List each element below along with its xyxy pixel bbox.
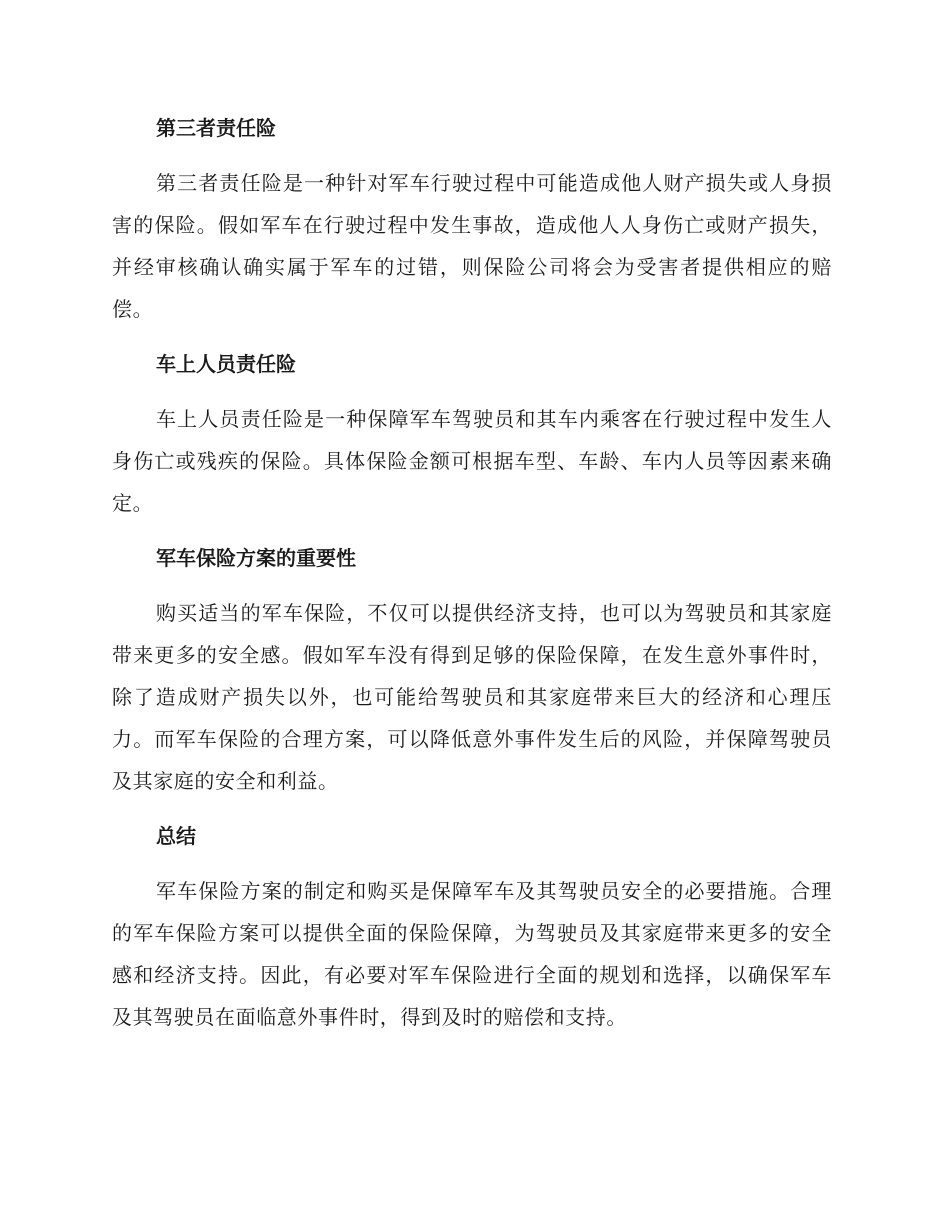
section-summary xyxy=(112,816,832,1038)
section-heading: 车上人员责任险 xyxy=(156,352,296,376)
section-paragraph: 第三者责任险是一种针对军车行驶过程中可能造成他人财产损失或人身损害的保险。假如军车在行驶过程中发生事故，造成他人人身伤亡或财产损失，并经审核确认确实属于军车的过错，则保险公司将会为受害者提供相应的赔偿。 xyxy=(112,171,832,321)
section-paragraph: 购买适当的军车保险，不仅可以提供经济支持，也可以为驾驶员和其家庭带来更多的安全感。假如军车没有得到足够的保险保障，在发生意外事件时，除了造成财产损失以外，也可能给驾驶员和其家庭带来巨大的经济和心理压力。而军车保险的合理方案，可以降低意外事件发生后的风险，并保障驾驶员及其家庭的安全和利益。 xyxy=(112,601,832,793)
section-heading: 军车保险方案的重要性 xyxy=(156,546,356,570)
section-paragraph: 军车保险方案的制定和购买是保障军车及其驾驶员安全的必要措施。合理的军车保险方案可以提供全面的保险保障，为驾驶员及其家庭带来更多的安全感和经济支持。因此，有必要对军车保险进行全面的规划和选择，以确保军车及其驾驶员在面临意外事件时，得到及时的赔偿和支持。 xyxy=(112,879,832,1029)
section-heading: 总结 xyxy=(156,824,196,848)
section-importance xyxy=(112,538,832,802)
section-passenger-liability xyxy=(112,344,832,524)
section-paragraph: 车上人员责任险是一种保障军车驾驶员和其车内乘客在行驶过程中发生人身伤亡或残疾的保险。具体保险金额可根据车型、车龄、车内人员等因素来确定。 xyxy=(112,407,832,515)
section-heading: 第三者责任险 xyxy=(156,116,276,140)
section-third-party-liability xyxy=(112,108,832,330)
